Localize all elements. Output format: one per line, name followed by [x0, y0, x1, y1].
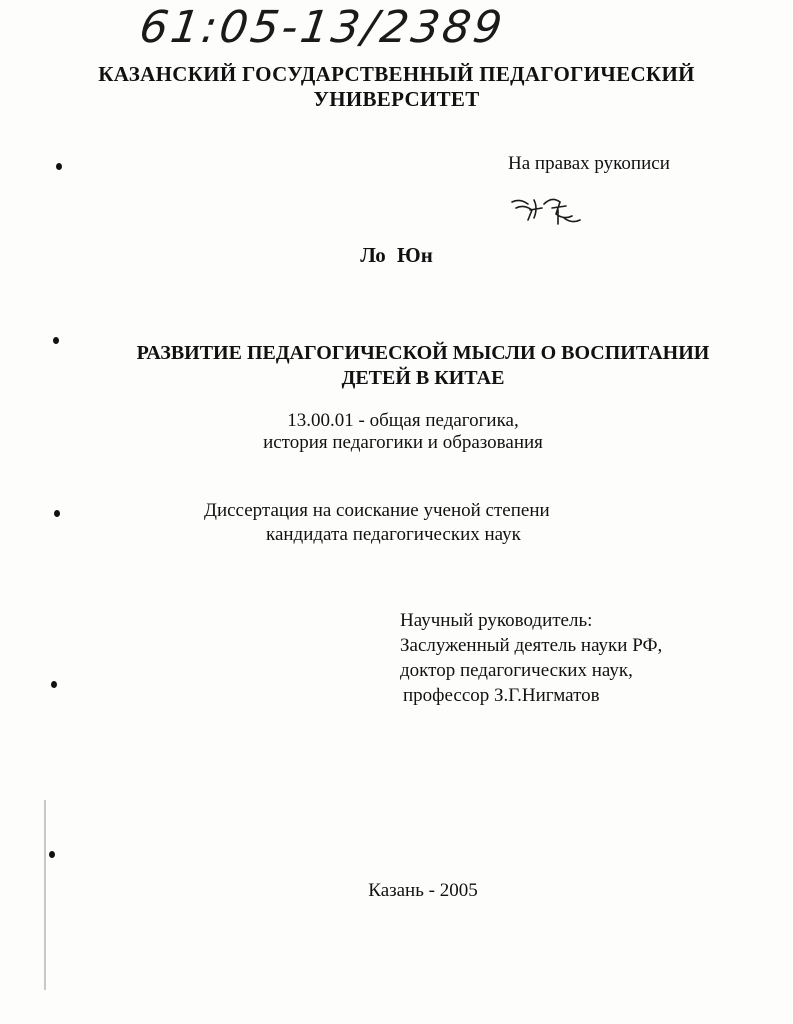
scan-speck: [54, 510, 60, 517]
city-year: Казань - 2005: [368, 880, 478, 901]
dissertation-title: [0, 341, 793, 391]
specialty-line1: 13.00.01 - общая педагогика,: [287, 410, 519, 431]
university-name-line2: УНИВЕРСИТЕТ: [313, 87, 480, 111]
scan-speck: [53, 337, 59, 344]
scan-speck: [49, 851, 55, 858]
supervisor-name: профессор З.Г.Нигматов: [403, 685, 600, 706]
dissertation-title-line2: ДЕТЕЙ В КИТАЕ: [341, 367, 505, 389]
supervisor-honorary-title: Заслуженный деятель науки РФ,: [400, 635, 663, 656]
author-name: Ло Юн: [360, 243, 433, 267]
scan-margin-line: [44, 800, 46, 990]
rights-note: На правах рукописи: [508, 153, 670, 174]
university-name: [0, 62, 793, 112]
supervisor-degree: доктор педагогических наук,: [400, 660, 633, 681]
supervisor-label: Научный руководитель:: [400, 610, 593, 631]
scan-speck: [56, 163, 62, 170]
degree-statement: [204, 499, 550, 547]
handwritten-archive-number: 61:05-13/2389: [136, 2, 509, 53]
handwritten-signature: [508, 190, 588, 230]
degree-statement-line1: Диссертация на соискание ученой степени: [204, 500, 550, 521]
degree-statement-line2: кандидата педагогических наук: [266, 524, 521, 545]
specialty-line2: история педагогики и образования: [263, 432, 543, 453]
specialty-code: [0, 410, 793, 454]
scan-speck: [51, 681, 57, 688]
supervisor-block: [400, 608, 662, 708]
dissertation-title-line1: РАЗВИТИЕ ПЕДАГОГИЧЕСКОЙ МЫСЛИ О ВОСПИТАНИИ: [136, 342, 710, 364]
university-name-line1: КАЗАНСКИЙ ГОСУДАРСТВЕННЫЙ ПЕДАГОГИЧЕСКИЙ: [98, 62, 695, 86]
